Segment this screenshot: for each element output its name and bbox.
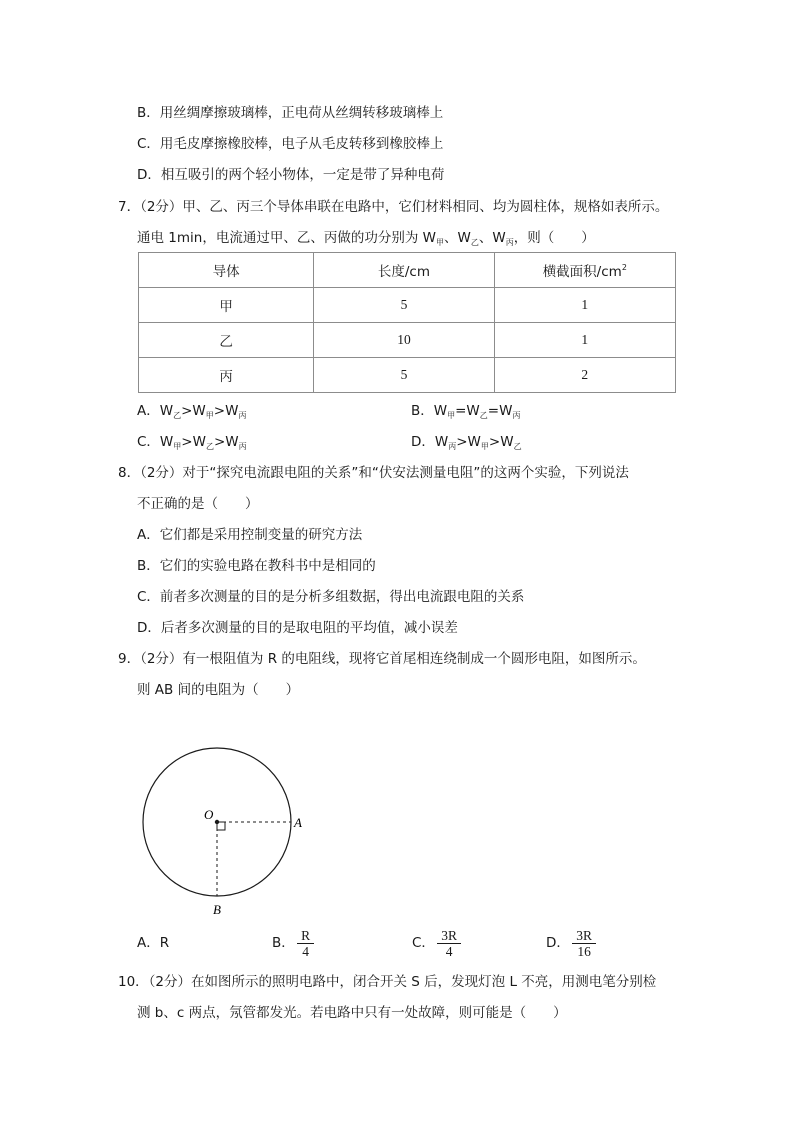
q6-option-d: D．相互吸引的两个轻小物体，一定是带了异种电荷 bbox=[137, 167, 445, 183]
gt-sign: >W bbox=[181, 403, 206, 419]
option-label: C．W bbox=[137, 434, 174, 450]
sub-bing: 丙 bbox=[512, 411, 521, 420]
option-label: C． bbox=[412, 935, 435, 951]
header-area bbox=[494, 253, 675, 288]
q7-stem-line2 bbox=[137, 228, 595, 253]
q9-stem-line2: 则 AB 间的电阻为（ ） bbox=[137, 682, 300, 698]
table-row bbox=[139, 288, 676, 323]
option-label: A．W bbox=[137, 403, 174, 419]
sub-bing: 丙 bbox=[448, 442, 457, 451]
option-label: B．W bbox=[411, 403, 448, 419]
gt-sign: >W bbox=[213, 434, 239, 450]
separator: 、 bbox=[443, 230, 458, 246]
eq-sign: =W bbox=[455, 403, 480, 419]
eq-sign: =W bbox=[487, 403, 513, 419]
q9-option-b bbox=[272, 926, 312, 960]
q8-option-d: D．后者多次测量的目的是取电阻的平均值，减小误差 bbox=[137, 620, 458, 636]
option-label: D． bbox=[546, 935, 570, 951]
header-area-label: 横截面积/cm bbox=[542, 264, 622, 280]
numerator: 3R bbox=[576, 927, 592, 943]
option-label: B． bbox=[272, 935, 295, 951]
cell-length: 5 bbox=[314, 358, 494, 393]
sub-jia: 甲 bbox=[435, 238, 444, 247]
q7-stem-prefix: 通电 1min，电流通过甲、乙、丙做的功分别为 W bbox=[137, 230, 436, 246]
q8-stem-line2: 不正确的是（ ） bbox=[137, 496, 259, 512]
sub-jia: 甲 bbox=[447, 411, 456, 420]
label-a: A bbox=[294, 815, 302, 830]
sub-bing: 丙 bbox=[238, 442, 247, 451]
fraction bbox=[574, 928, 594, 959]
cell-conductor: 甲 bbox=[139, 288, 314, 323]
q9-option-c bbox=[412, 926, 459, 960]
q6-option-b: B．用丝绸摩擦玻璃棒，正电荷从丝绸转移玻璃棒上 bbox=[137, 105, 444, 121]
sub-yi: 乙 bbox=[470, 238, 479, 247]
table-row bbox=[139, 358, 676, 393]
sub-yi: 乙 bbox=[479, 411, 488, 420]
cell-area: 1 bbox=[494, 323, 675, 358]
separator: 、 bbox=[478, 230, 493, 246]
sub-yi: 乙 bbox=[173, 411, 182, 420]
sub-jia: 甲 bbox=[173, 442, 182, 451]
q7-option-d bbox=[411, 432, 522, 457]
q8-stem-line1: 8．（2分）对于“探究电流跟电阻的关系”和“伏安法测量电阻”的这两个实验，下列说法 bbox=[118, 465, 629, 481]
denominator: 16 bbox=[577, 943, 591, 959]
gt-sign: >W bbox=[488, 434, 514, 450]
header-length: 长度/cm bbox=[314, 253, 494, 288]
table-header-row bbox=[139, 253, 676, 288]
numerator: R bbox=[301, 927, 311, 943]
q9-option-d bbox=[546, 926, 594, 960]
sub-bing: 丙 bbox=[238, 411, 247, 420]
q7-option-c bbox=[137, 432, 247, 457]
q9-option-a: A．R bbox=[137, 935, 170, 951]
sub-yi: 乙 bbox=[205, 442, 214, 451]
header-area-sup: 2 bbox=[621, 263, 627, 272]
sub-yi: 乙 bbox=[513, 442, 522, 451]
label-o: O bbox=[204, 807, 214, 822]
q10-stem-line1: 10．（2分）在如图所示的照明电路中，闭合开关 S 后，发现灯泡 L 不亮，用测电笔分别检 bbox=[118, 974, 657, 990]
q8-option-b: B．它们的实验电路在教科书中是相同的 bbox=[137, 558, 376, 574]
cell-length: 10 bbox=[314, 323, 494, 358]
gt-sign: >W bbox=[456, 434, 481, 450]
q8-option-a: A．它们都是采用控制变量的研究方法 bbox=[137, 527, 363, 543]
cell-conductor: 乙 bbox=[139, 323, 314, 358]
sub-bing: 丙 bbox=[505, 238, 514, 247]
option-label: D．W bbox=[411, 434, 449, 450]
cell-area: 2 bbox=[494, 358, 675, 393]
label-b: B bbox=[213, 902, 221, 917]
header-conductor: 导体 bbox=[139, 253, 314, 288]
gt-sign: >W bbox=[213, 403, 239, 419]
sub-jia: 甲 bbox=[205, 411, 214, 420]
gt-sign: >W bbox=[181, 434, 206, 450]
cell-conductor: 丙 bbox=[139, 358, 314, 393]
q7-option-a bbox=[137, 401, 246, 426]
fraction bbox=[299, 928, 312, 959]
q10-stem-line2: 测 b、c 两点，氖管都发光。若电路中只有一处故障，则可能是（ ） bbox=[137, 1005, 567, 1021]
q7-spec-table bbox=[138, 252, 676, 393]
w-symbol: W bbox=[492, 230, 506, 246]
denominator: 4 bbox=[445, 943, 453, 959]
q9-circle-figure bbox=[130, 745, 320, 925]
fraction bbox=[439, 928, 459, 959]
q7-option-b bbox=[411, 401, 520, 426]
q9-stem-line1: 9．（2分）有一根阻值为 R 的电阻线，现将它首尾相连绕制成一个圆形电阻，如图所示。 bbox=[118, 651, 646, 667]
q6-option-c: C．用毛皮摩擦橡胶棒，电子从毛皮转移到橡胶棒上 bbox=[137, 136, 444, 152]
table-row bbox=[139, 323, 676, 358]
q8-option-c: C．前者多次测量的目的是分析多组数据，得出电流跟电阻的关系 bbox=[137, 589, 525, 605]
cell-length: 5 bbox=[314, 288, 494, 323]
q7-stem-ending: ，则（ ） bbox=[513, 230, 595, 246]
sub-jia: 甲 bbox=[480, 442, 489, 451]
cell-area: 1 bbox=[494, 288, 675, 323]
q7-stem-line1: 7．（2分）甲、乙、丙三个导体串联在电路中，它们材料相同、均为圆柱体，规格如表所示。 bbox=[118, 199, 669, 215]
denominator: 4 bbox=[302, 943, 309, 959]
numerator: 3R bbox=[441, 927, 457, 943]
w-symbol: W bbox=[457, 230, 471, 246]
